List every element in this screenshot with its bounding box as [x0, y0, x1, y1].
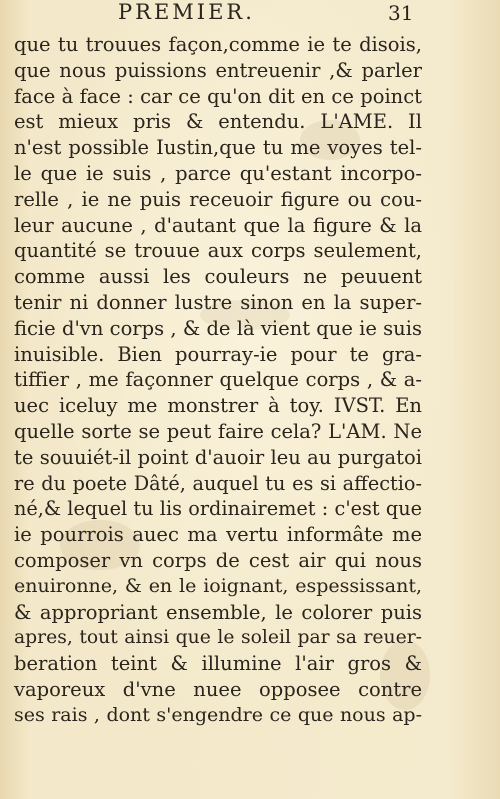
text-line: face à face : car ce qu'on dit en ce poinct [14, 84, 422, 108]
text-line: enuironne, & en le ioignant, espessissant, [14, 574, 422, 597]
text-line: composer vn corps de cest air qui nous [14, 548, 422, 572]
body-text [14, 32, 422, 729]
text-line: tiffier , me façonner quelque corps , & a- [14, 368, 422, 392]
text-line: tenir ni donner lustre sinon en la super- [14, 290, 422, 314]
text-line: apres, tout ainsi que le soleil par sa reuer- [14, 627, 422, 649]
text-line: vaporeux d'vne nuee opposee contre [14, 677, 422, 701]
text-line: leur aucune , d'autant que la figure & la [14, 213, 422, 237]
text-line: & appropriant ensemble, le colorer puis [14, 600, 422, 624]
text-line: ses rais , dont s'engendre ce que nous ap- [14, 703, 422, 726]
text-line: que nous puissions entreuenir ,& parler [14, 58, 422, 82]
text-line: né,& lequel tu lis ordinairemet : c'est que [14, 497, 422, 521]
text-line: quantité se trouue aux corps seulement, [14, 239, 422, 263]
text-line: re du poete Dâté, auquel tu es si affectio- [14, 471, 422, 495]
text-line: beration teint & illumine l'air gros & [14, 652, 422, 676]
text-line: ficie d'vn corps , & de là vient que ie suis [14, 316, 422, 340]
text-line: est mieux pris & entendu. L'AME. Il [14, 110, 422, 134]
text-line: te souuiét-il point d'auoir leu au purgatoi [14, 445, 422, 469]
text-line: ie pourrois auec ma vertu informâte me [14, 523, 422, 547]
text-line: n'est possible Iustin,que tu me voyes tel- [14, 136, 422, 160]
text-line: quelle sorte se peut faire cela? L'AM. Ne [14, 419, 422, 443]
text-line: que tu trouues façon,comme ie te disois, [14, 33, 422, 56]
page-number: 31 [388, 1, 414, 25]
page-header [0, 0, 500, 30]
text-line: comme aussi les couleurs ne peuuent [14, 265, 422, 289]
text-line: inuisible. Bien pourray-ie pour te gra- [14, 342, 422, 366]
text-line: uec iceluy me monstrer à toy. IVST. En [14, 394, 422, 418]
text-line: le que ie suis , parce qu'estant incorpo- [14, 161, 422, 185]
running-head: PREMIER. [118, 0, 255, 24]
text-line: relle , ie ne puis receuoir figure ou cou- [14, 187, 422, 211]
